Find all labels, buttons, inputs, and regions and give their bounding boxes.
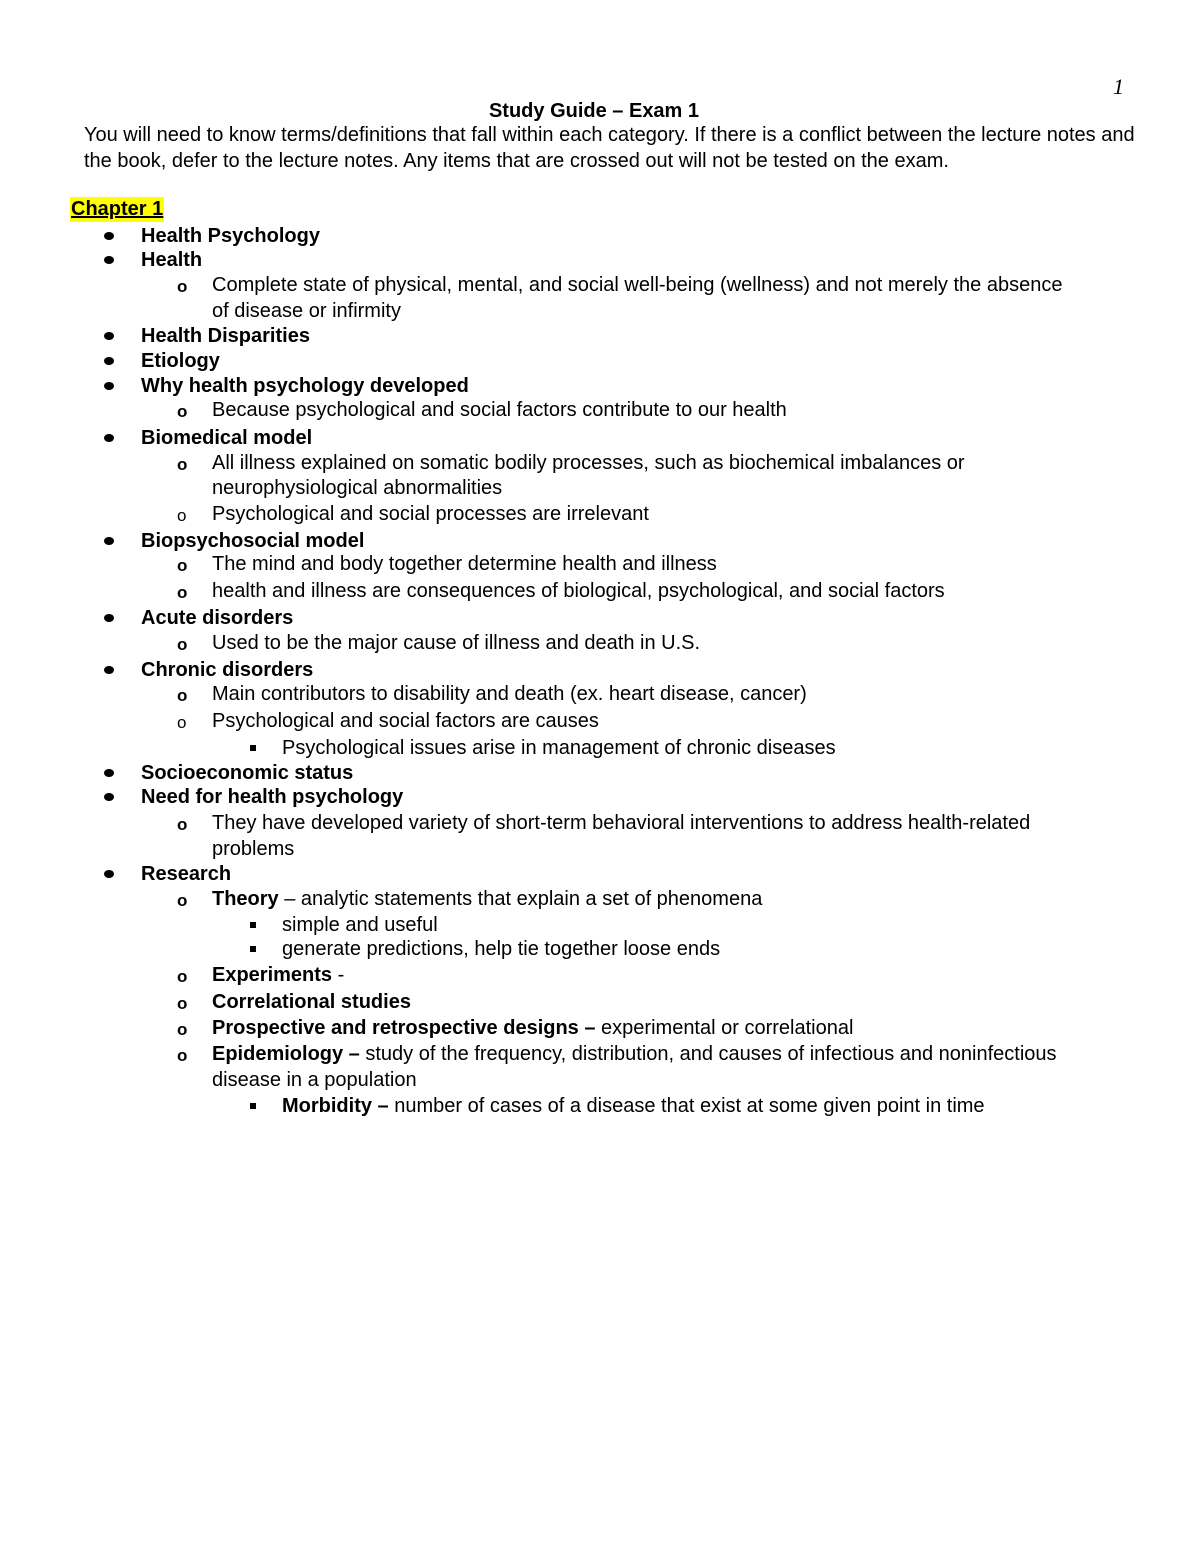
sub-bullet-icon: o	[177, 994, 188, 1013]
bullet-icon	[104, 537, 114, 545]
term-label: Prospective and retrospective designs –	[212, 1017, 596, 1039]
bullet-icon	[104, 793, 114, 801]
outline-subitem: Psychological and social factors are causes	[212, 710, 599, 732]
term-label: Morbidity –	[282, 1095, 389, 1117]
term-label: Theory	[212, 888, 279, 910]
term-definition: -	[332, 964, 345, 986]
outline-subitem	[212, 962, 344, 988]
square-bullet-icon	[250, 946, 256, 952]
outline-subsubitem	[282, 1093, 985, 1119]
bullet-icon	[104, 434, 114, 442]
sub-bullet-icon: o	[177, 583, 188, 602]
outline-item: Etiology	[141, 350, 220, 372]
outline-subsubitem: simple and useful	[282, 914, 438, 936]
outline-subitem: health and illness are consequences of biological, psychological, and social factors	[212, 580, 945, 602]
term-definition: experimental or correlational	[595, 1017, 854, 1039]
bullet-icon	[104, 232, 114, 240]
sub-bullet-icon: o	[177, 686, 188, 705]
outline-subitem: All illness explained on somatic bodily processes, such as biochemical imbalances or	[212, 452, 965, 474]
outline-subitem	[212, 1015, 853, 1041]
outline-item: Socioeconomic status	[141, 762, 354, 784]
sub-bullet-icon: o	[177, 402, 188, 421]
outline-subitem: The mind and body together determine health and illness	[212, 553, 717, 575]
term-definition: number of cases of a disease that exist at some given point in time	[388, 1095, 985, 1117]
sub-bullet-icon: o	[177, 891, 188, 910]
document-title: Study Guide – Exam 1	[488, 100, 700, 122]
bullet-icon	[104, 332, 114, 340]
outline-item: Chronic disorders	[141, 659, 314, 681]
outline-item: Health Psychology	[141, 225, 320, 247]
outline-subitem-cont: neurophysiological abnormalities	[212, 477, 503, 499]
sub-bullet-icon: o	[177, 713, 187, 732]
bullet-icon	[104, 614, 114, 622]
chapter-heading: Chapter 1	[71, 198, 164, 220]
sub-bullet-icon: o	[177, 455, 188, 474]
sub-bullet-icon: o	[177, 1046, 188, 1065]
bullet-icon	[104, 256, 114, 264]
outline-subitem: Correlational studies	[212, 991, 411, 1013]
sub-bullet-icon: o	[177, 277, 188, 296]
outline-item: Biomedical model	[141, 427, 313, 449]
square-bullet-icon	[250, 745, 256, 751]
square-bullet-icon	[250, 1103, 256, 1109]
outline-item: Research	[141, 863, 232, 885]
square-bullet-icon	[250, 922, 256, 928]
bullet-icon	[104, 870, 114, 878]
outline-item: Biopsychosocial model	[141, 530, 365, 552]
outline-subitem: Psychological and social processes are irrelevant	[212, 503, 649, 525]
term-label: Epidemiology –	[212, 1043, 360, 1065]
sub-bullet-icon: o	[177, 556, 188, 575]
sub-bullet-icon: o	[177, 1020, 188, 1039]
term-definition: – analytic statements that explain a set of phenomena	[278, 888, 763, 910]
bullet-icon	[104, 382, 114, 390]
sub-bullet-icon: o	[177, 815, 188, 834]
bullet-icon	[104, 357, 114, 365]
bullet-icon	[104, 666, 114, 674]
outline-subitem-cont: problems	[212, 838, 295, 860]
outline-item: Why health psychology developed	[141, 375, 469, 397]
outline-subsubitem: generate predictions, help tie together loose ends	[282, 938, 721, 960]
outline-subitem	[212, 1041, 1057, 1067]
outline-subsubitem: Psychological issues arise in management of chronic diseases	[282, 737, 836, 759]
outline-subitem-cont: of disease or infirmity	[212, 300, 401, 322]
outline-subitem: Because psychological and social factors contribute to our health	[212, 399, 787, 421]
bullet-icon	[104, 769, 114, 777]
outline-item: Need for health psychology	[141, 786, 404, 808]
intro-paragraph: You will need to know terms/definitions that fall within each category. If there is a conflict between the lecture notes and the book, defer to the lecture notes. Any items that are crossed out will not be tested on the exam.	[84, 124, 1135, 172]
outline-subitem: They have developed variety of short-term behavioral interventions to address health-related	[212, 812, 1031, 834]
outline-item: Health Disparities	[141, 325, 310, 347]
term-label: Experiments	[212, 964, 333, 986]
outline-item: Health	[141, 249, 203, 271]
sub-bullet-icon: o	[177, 506, 187, 525]
sub-bullet-icon: o	[177, 967, 188, 986]
outline-subitem: Main contributors to disability and death (ex. heart disease, cancer)	[212, 683, 807, 705]
outline-subitem: Complete state of physical, mental, and social well-being (wellness) and not merely the absence	[212, 274, 1063, 296]
outline-subitem	[212, 886, 762, 912]
outline-subitem-cont: disease in a population	[212, 1069, 417, 1091]
outline-subitem: Used to be the major cause of illness and death in U.S.	[212, 632, 701, 654]
sub-bullet-icon: o	[177, 635, 188, 654]
term-definition: study of the frequency, distribution, and causes of infectious and noninfectious	[359, 1043, 1057, 1065]
outline-item: Acute disorders	[141, 607, 294, 629]
page-number: 1	[1113, 74, 1124, 99]
